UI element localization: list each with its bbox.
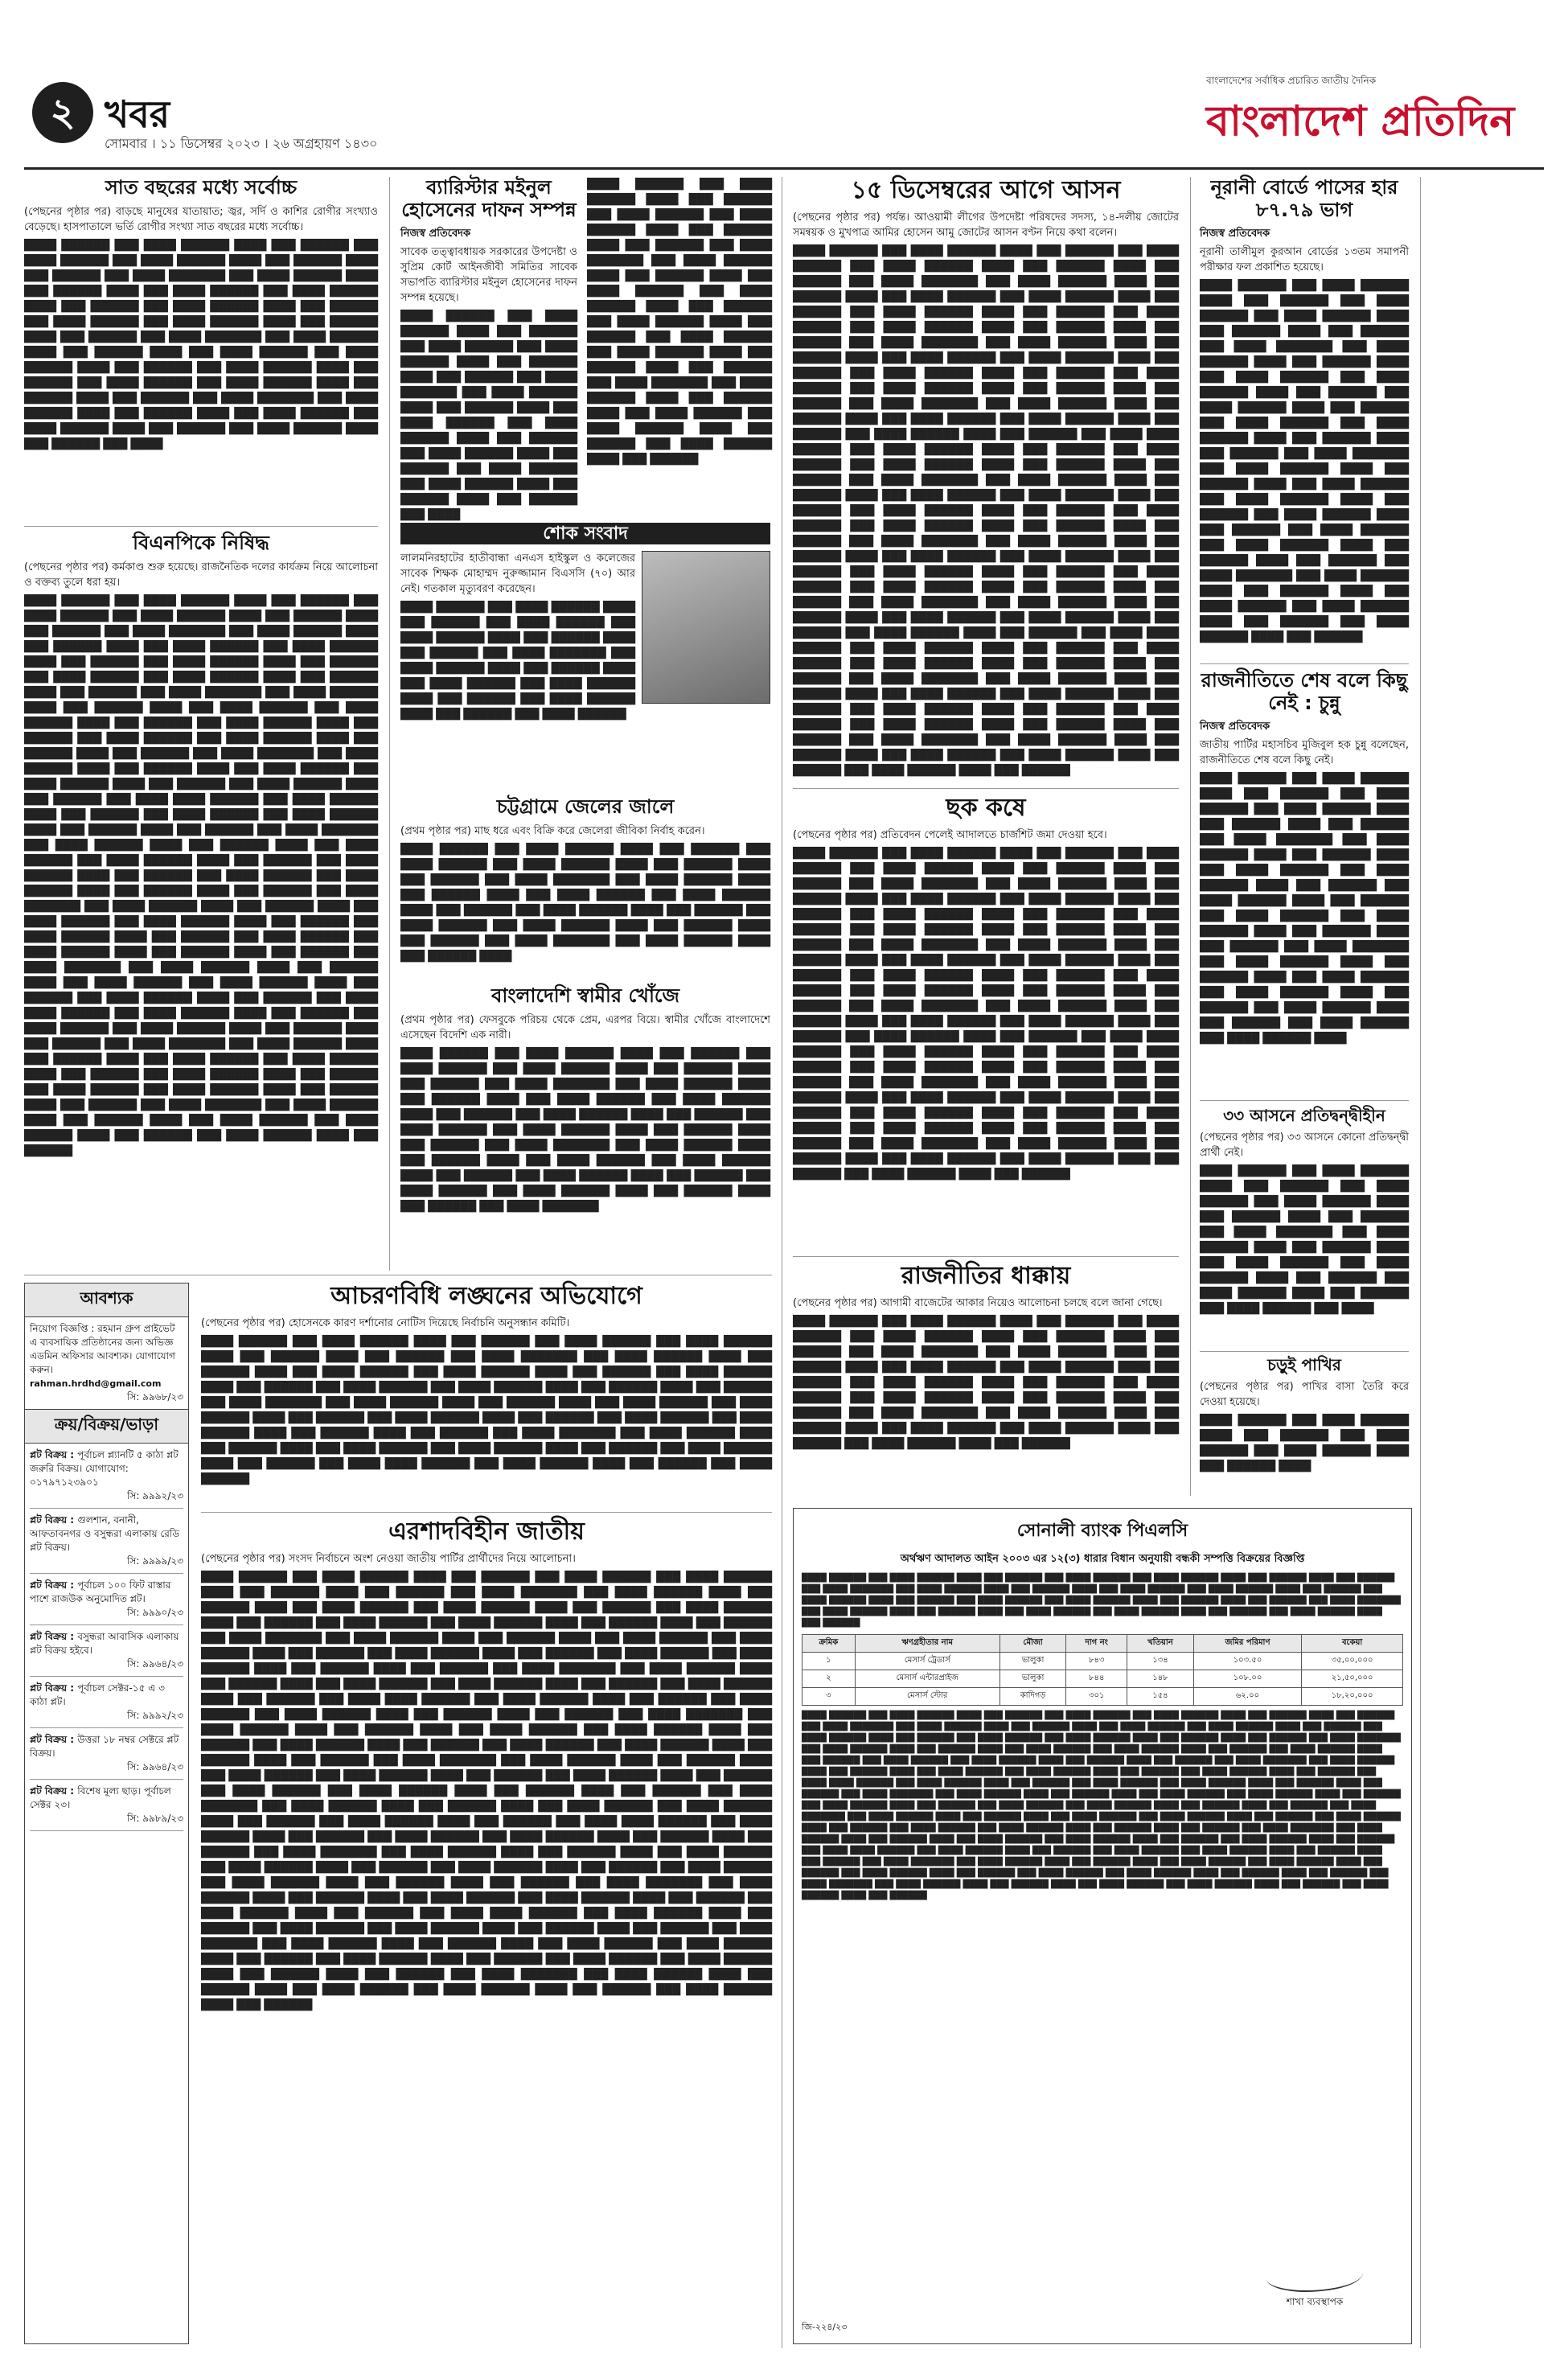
byline: নিজস্ব প্রতিবেদক [400, 228, 471, 240]
classified-ref: সি: ৯৯৮৯/২৩ [126, 1813, 183, 1824]
classified-title: প্লট বিক্রয় : [30, 1682, 78, 1694]
obituary [400, 523, 770, 788]
table-header-cell: মৌজা [999, 1635, 1066, 1653]
article-husband-search [400, 985, 770, 1271]
body-text: ████ ██████ ███ ████ ██████ ████ ███ ██████ ███ ████ ██████ ███ ████ ██████ ████ ███ ██████ ████ ███ ██████ ███ ████ ███████ ███ ████ ██████ ████ ███ ██████ ████ ███ ████ ██████ ███ ████ ██████ ████ ███ ██████ ███ ████ ██████ ████ ███ ██████ ███ ████ ██████ ███ ████ ██████ ████ ███ ██████ ████ ███ ██████ ███ ████ ███████ ███ ████ ██████ ████ ███ ██████ ████ ███ ████ ██████ ███ ████ ██████ ████ ███ ██████ ███ ████ ██████ ████ ███ ██████ ███ ████ ██████ ███ ████ ██████ ████ ███ ██████ ████ ███ ██████ ███ ████ ███████ ███ ████ ██████ ████ ███ ██████ ████ ███ ████ ██████ ███ ████ ██████ ████ ███ ██████ ███ ████ ██████ ████ ███ ██████ ███ ████ ████ ██████ ███ ████ ██████ ████ ███ ██████ ███ ████ ██████ ███ ████ ██████ ████ ███ ██████ ████ ███ ██████ ███ ████ ███████ ███ ████ ██████ ████ ███ ██████ ████ ███ ████ ██████ ███ ████ ██████ ████ ███ ██████ ███ ████ ██████ ████ ███ ██████ ███ ████ ██████ ███ ████ ██████ ████ ███ ██████ ████ ███ ██████ ███ ████ ███████ ███ ████ ██████ ████ ███ ██████ ████ ███ ████ ██████ ███ ████ ██████ ████ ███ ██████ ███ ████ ██████ ████ ███ ██████ ███ ████ ██████ ███ ████ ██████ ████ ███ ██████ ████ ███ ██████ ███ ████ ███████ ███ ████ ██████ ████ ███ ██████ ████ ███ ████ ██████ ███ ████ ██████ ████ ███ ██████ ███ ████ ██████ ████ ███ ██████ ███ ████ ████ ██████ ███ ████ ██████ ████ ███ ██████ ███ ████ ██████ ███ ████ ██████ ████ ███ ██████ ████ ███ ██████ ███ ████ ███████ ███ ████ ██████ ████ ███ ██████ ████ ███ ████ ██████ ███ ████ ██████ ████ ███ ██████ ███ ████ ██████ ████ ███ ██████ ███ ████ ██████ ███ ████ ██████ ████ ███ ██████ ████ ███ ██████ ███ ████ ███████ ███ ████ ██████ ████ ███ ██████ ████ ███ ████ ██████ ███ ████ ██████ ████ ███ ██████ ███ ████ ██████ ████ ███ ██████ ███ ████ ████ ██████ ███ ████ ██████ ████ ███ ██████ ███ ████ ██████ ███ ████ ██████ ████ ███ ██████ ████ ███ ██████ ███ ████ ███████ ███ ████ ██████ ████ ███ ██████ ████ ███ ████ ██████ ███ ████ ██████ ████ ███ ██████ ███ ████ ██████ ████ ███ ██████ ███ ████ ██████ ███ ████ ██████ ████ ███ ██████ ████ ███ ██████ ███ ████ ███████ ███ ████ ██████ ████ ███ ██████ ████ ███ ████ ██████ ███ ████ ██████ ████ ███ ██████ ███ ████ ██████ ████ ███ ██████ [201, 1571, 772, 2011]
table-row [802, 1653, 1403, 1670]
bank-name: সোনালী ব্যাংক পিএলসি [1016, 1521, 1188, 1541]
table-cell: ৮৪৪ [1066, 1670, 1127, 1688]
section-title: খবর [105, 92, 170, 136]
article-conduct-breach [201, 1283, 772, 1508]
body-text: ████ ██████ ███ ████ ██████ ████ ███ ██████ ███ ████ ██████ ███ ████ ██████ ████ ███ ██████ ████ ███ ██████ ███ ████ ███████ ███ ████ ██████ ████ ███ ██████ ████ ███ ████ ██████ ███ ████ ██████ ████ ███ ██████ ███ ████ ██████ ████ ███ ██████ ███ ████ ██████ ███ ████ ██████ ████ ███ ██████ ████ ███ ██████ ███ ████ ███████ ███ ████ ██████ ████ ███ ██████ ████ ███ ████ ██████ ███ ████ ██████ ████ ███ ██████ ███ ████ ██████ ████ ███ ██████ [793, 1315, 1179, 1450]
recruit-heading: আবশ্যক [25, 1284, 188, 1317]
table-cell: ১০৮.০০ [1193, 1670, 1302, 1688]
classified-text: পূর্বাচল প্ল্যানটি ৫ কাঠা প্লট জরুরি বিক্রয়। যোগাযোগ: ০১৭৯৭১২৩৯০১ [30, 1449, 179, 1488]
headline: বাংলাদেশি স্বামীর খোঁজে [491, 984, 680, 1007]
classified-item [30, 1509, 183, 1574]
table-header-cell: ঋণগ্রহীতার নাম [855, 1635, 999, 1653]
article-seven-years [24, 177, 378, 523]
lead-paragraph: (পেছনের পৃষ্ঠার পর) পর্যন্ত। আওয়ামী লীগের উপদেষ্টা পরিষদের সদস্য, ১৪-দলীয় জোটের সমন্বয়ক ও মুখপাত্র আমির হোসেন আমু জোটের আসন বণ্টন নিয়ে কথা বলেন। [793, 211, 1179, 239]
headline: ছক কষে [946, 794, 1026, 822]
classified-item [30, 1780, 183, 1831]
classified-item [30, 1625, 183, 1677]
lead-paragraph: (পেছনের পৃষ্ঠার পর) আগামী বাজেটের আকার নিয়েও আলোচনা চলছে বলে জানা গেছে। [793, 1296, 1163, 1309]
classified-title: প্লট বিক্রয় : [30, 1631, 78, 1642]
lead-paragraph: জাতীয় পার্টির মহাসচিব মুজিবুল হক চুন্নু বলেছেন, রাজনীতিতে শেষ বলে কিছু নেই। [1200, 739, 1409, 767]
classifieds-box [24, 1283, 189, 2344]
body-text: ████ ██████ ███ ████ ██████ ████ ███ ██████ ███ ████ ██████ ███ ████ ██████ ████ ███ ██████ ████ ███ ██████ ███ ████ ███████ ███ ████ ██████ ████ ███ ██████ ████ ███ ████ ██████ ███ ████ ██████ ████ ███ ██████ ███ ████ ██████ ████ ███ ██████ ███ ████ ██████ [400, 602, 635, 721]
classified-item [30, 1728, 183, 1780]
masthead-rule [24, 167, 1544, 170]
bank-signature [1266, 2257, 1363, 2311]
body-text: ████ ██████ ███ ████ ██████ ████ ███ ██████ ███ ████ ██████ ███ ████ ██████ ████ ███ ██████ ████ ███ ██████ ███ ████ ███████ ███ ████ ██████ ████ ███ ██████ ████ ███ ████ ██████ ███ ████ ██████ ████ ███ ██████ ███ ████ ██████ ████ ███ ██████ ███ ████ ██████ ███ ████ ██████ ████ ███ ██████ ████ ███ ██████ ███ ████ ███████ ███ ████ ██████ ████ ███ ██████ ████ ███ ████ ██████ ███ ████ ██████ ████ ███ ██████ ███ ████ ██████ ████ ███ ██████ ███ ████ ██████ ███ ████ ██████ ████ ███ ██████ ████ ███ ██████ ███ ████ ███████ ███ ████ ██████ ████ ███ ██████ ████ ███ ████ ██████ ███ ████ ██████ ████ ███ ██████ ███ ████ ██████ ████ ███ ██████ ███ ████ ████ ██████ ███ ████ ██████ ████ ███ ██████ ███ ████ ██████ [201, 1335, 772, 1485]
lead-paragraph: (পেছনের পৃষ্ঠার পর) পাখির বাসা তৈরি করে দেওয়া হয়েছে। [1200, 1381, 1409, 1408]
classified-text: উত্তরা ১৮ নম্বর সেক্টরে প্লট বিক্রয়। [30, 1734, 179, 1759]
article-chorui-pakhi [1200, 1356, 1409, 1501]
body-text: ████ ██████ ███ ████ ██████ ████ ███ ██████ ███ ████ ██████ ███ ████ ██████ ████ ███ ██████ ████ [1200, 1415, 1409, 1472]
classified-title: প্লট বিক্রয় : [30, 1449, 78, 1460]
table-cell: ৬২.০০ [1193, 1688, 1302, 1706]
newspaper-page [24, 24, 1544, 2356]
article-bnp-ban [24, 532, 378, 1256]
headline: নূরানী বোর্ডে পাসের হার ৮৭.৭৯ ভাগ [1210, 176, 1398, 221]
classified-list [25, 1444, 188, 1831]
table-cell: মেসার্স ট্রেডার্স [855, 1653, 999, 1670]
table-cell: মেসার্স এন্টারপ্রাইজ [855, 1670, 999, 1688]
lead-paragraph: (পেছনের পৃষ্ঠার পর) হোসেনকে কারণ দর্শানোর নোটিস দিয়েছে নির্বাচনি অনুসন্ধান কমিটি। [201, 1316, 570, 1329]
column-rule [1420, 177, 1421, 2348]
table-cell: ভালুকা [999, 1670, 1066, 1688]
article-chunnu [1200, 670, 1409, 1096]
table-cell: ২১,৫০,০০০ [1302, 1670, 1403, 1688]
classified-item [30, 1444, 183, 1509]
classified-item [30, 1574, 183, 1625]
table-cell: ১০৩.৫০ [1193, 1653, 1302, 1670]
table-cell: ২ [802, 1670, 856, 1688]
table-cell: ১৮,২০,০০০ [1302, 1688, 1403, 1706]
article-politics-bump [793, 1263, 1179, 1496]
classified-ref: সি: ৯৯৯৯/২৩ [126, 1555, 183, 1567]
table-cell: মেসার্স স্টোর [855, 1688, 999, 1706]
headline: রাজনীতির ধাক্কায় [901, 1262, 1071, 1290]
property-table [802, 1634, 1403, 1706]
divider [1200, 663, 1409, 664]
lead-paragraph: (প্রথম পৃষ্ঠার পর) মাছ ধরে এবং বিক্রি করে জেলেরা জীবিকা নির্বাহ করেন। [400, 824, 705, 837]
body-text: ████ ██████ ███ ████ ██████ ████ ███ ██████ ███ ████ ██████ ███ ████ ██████ ████ ███ ██████ ████ ███ ██████ ███ ████ ███████ ███ ████ ██████ ████ ███ ██████ ████ ███ ████ ██████ ███ ████ ██████ ████ ███ ██████ ███ ████ ██████ ████ ███ ██████ ███ ████ ██████ ███ ████ ██████ ████ ███ ██████ ████ ███ ██████ ███ ████ ███████ ███ ████ ██████ ████ ███ ██████ ████ ███ ████ ██████ ███ ████ ██████ ████ ███ ██████ ███ ████ ██████ ████ ███ ██████ ███ ████ ██████ ███ ████ ██████ ████ ███ ██████ ████ ███ ██████ ███ ████ ███████ ███ ████ ██████ ████ ███ ██████ ████ ███ ████ ██████ ███ ████ ██████ ████ ███ ██████ ███ ████ ██████ ████ ███ ██████ [1200, 280, 1409, 644]
sale-heading: ক্রয়/বিক্রয়/ভাড়া [25, 1409, 188, 1444]
table-row [802, 1688, 1403, 1706]
headline: আচরণবিধি লঙ্ঘনের অভিযোগে [330, 1282, 642, 1310]
table-header-cell: বকেয়া [1302, 1635, 1403, 1653]
article-contenders [1200, 1107, 1409, 1348]
table-cell: কাদিগড় [999, 1688, 1066, 1706]
body-text: ████ ██████ ███ ████ ██████ ████ ███ ██████ ███ ████ ██████ ███ ████ ██████ ████ ███ ██████ ████ ███ ██████ ███ ████ ███████ ███ ████ ██████ ████ ███ ██████ ████ ███ ████ ██████ ███ ████ ██████ ████ ███ ██████ ███ ████ ██████ ████ ███ ██████ ███ ████ ██████ ███ ████ ██████ ████ ███ ██████ ████ ███ ██████ ███ ████ ███████ ███ ████ ██████ ████ ███ ██████ ████ ███ ████ ██████ ███ ████ ██████ ████ ███ ██████ ███ ████ ██████ ████ ███ ██████ ███ ████ ██████ ███ ████ ██████ ████ ███ ██████ ████ ███ ██████ ███ ████ ███████ [400, 1047, 770, 1213]
classified-ref: সি: ৯৯৬৪/২৩ [126, 1658, 183, 1670]
notice-intro: অর্থঋণ আদালত আইন ২০০৩ এর ১২(৩) ধারার বিধান অনুযায়ী বন্ধকী সম্পত্তি বিক্রয়ের বিজ্ঞপ্তি [900, 1553, 1305, 1565]
divider [793, 1256, 1179, 1257]
article-ershad-jatiya [201, 1518, 772, 2347]
classified-ref: সি: ৯৯৯২/২৩ [126, 1710, 183, 1721]
classified-text: পূর্বাচল ১০০ ফিট রাস্তার পাশে রাজউক অনুমোদিত প্লট। [30, 1579, 171, 1604]
paper-logo [1206, 74, 1520, 162]
article-barrister [400, 176, 577, 522]
table-cell: ৩ [802, 1688, 856, 1706]
lead-paragraph: (পেছনের পৃষ্ঠার পর) প্রতিবেদন পেলেই আদালতে চার্জশিট জমা দেওয়া হবে। [793, 828, 1107, 841]
table-cell: ১৩৪ [1127, 1653, 1194, 1670]
classified-text: পূর্বাচল সেক্টর-১৫ এ ৩ কাঠা প্লট। [30, 1682, 165, 1707]
column-rule [389, 177, 390, 1271]
bank-ref: জি-২২৪/২৩ [802, 2322, 848, 2332]
divider [201, 1512, 772, 1513]
headline: চড়ুই পাখির [1267, 1355, 1341, 1374]
divider [1200, 1100, 1409, 1101]
table-header-cell: দাগ নং [1066, 1635, 1127, 1653]
table-header-cell: জমির পরিমাণ [1193, 1635, 1302, 1653]
classified-ref: সি: ৯৯৬৪/২৩ [126, 1761, 183, 1772]
classified-title: প্লট বিক্রয় : [30, 1514, 78, 1526]
article-barrister-cont [587, 177, 772, 515]
classified-ref: সি: ৯৯৯০/২৩ [126, 1607, 183, 1618]
lead-paragraph: নূরানী তালীমুল কুরআন বোর্ডের ১৩তম সমাপনী পরীক্ষার ফল প্রকাশিত হয়েছে। [1200, 246, 1409, 274]
headline: সাত বছরের মধ্যে সর্বোচ্চ [105, 176, 298, 199]
body-text: ████ ██████ ███ ████ ██████ ████ ███ ██████ ███ ████ ██████ ███ ████ ██████ ████ ███ ██████ ████ ███ ██████ ███ ████ ███████ ███ ████ ██████ ████ ███ ██████ ████ ███ ████ ██████ ███ ████ ██████ ████ ███ ██████ ███ ████ ██████ ████ ███ ██████ ███ ████ ██████ ███ ████ ██████ ████ ███ ██████ ████ ███ ██████ ███ ████ [400, 310, 577, 522]
headline: রাজনীতিতে শেষ বলে কিছু নেই : চুন্নু [1201, 669, 1408, 714]
article-nurani-board [1200, 177, 1409, 659]
bank-notice [793, 1508, 1412, 2344]
recruit-ad [25, 1317, 188, 1409]
article-fisherman [400, 796, 770, 981]
dateline: সোমবার । ১১ ডিসেম্বর ২০২৩ । ২৬ অগ্রহায়ণ ১৪৩০ [105, 136, 378, 151]
divider [793, 788, 1179, 789]
classified-ref: সি: ৯৯৯২/২৩ [126, 1490, 183, 1501]
body-text: ████ ██████ ███ ████ ██████ ████ ███ ██████ ███ ████ ██████ ███ ████ ██████ ████ ███ ██████ ████ ███ ██████ ███ ████ ███████ ███ ████ ██████ ████ ███ ██████ ████ ███ ████ ██████ ███ ████ ██████ ████ ███ ██████ ███ ████ ██████ ████ ███ ██████ ███ ████ ██████ ███ ████ ██████ ████ ███ ██████ ████ ███ ██████ ███ ████ ███████ ███ ████ ██████ ████ ███ ██████ ████ ███ ████ ██████ ███ ████ ██████ ████ ███ ██████ ███ ████ ██████ ████ ███ ██████ ███ ████ ██████ ███ ████ ██████ ████ ███ ██████ ████ ███ ██████ ███ ████ ███████ ███ ████ ██████ ████ ███ ██████ ████ ███ ████ ██████ ███ ████ ██████ ████ ███ ██████ ███ ████ ██████ ████ ███ ██████ ███ ████ [24, 239, 378, 450]
body-text: ████ ██████ ███ ████ ██████ ████ ███ ██████ ███ ████ ██████ ███ ████ ██████ ████ ███ ██████ ████ ███ ██████ ███ ████ ███████ ███ ████ ██████ ████ ███ ██████ ████ ███ ████ ██████ ███ ████ ██████ ████ ███ ██████ ███ ████ ██████ ████ ███ ██████ ███ ████ ██████ ███ ████ ██████ ████ ███ ██████ ████ ███ ██████ ███ ████ ███████ ███ ████ ██████ ████ ███ ██████ ████ ███ ████ ██████ ███ ████ ██████ ████ ███ ██████ ███ ████ ██████ ████ ███ ██████ ███ ████ ██████ ███ ████ ██████ ████ ███ ██████ ████ ███ ██████ ███ ████ ███████ ███ ████ ██████ ████ ███ ██████ ████ ███ ████ ██████ ███ ████ ██████ ████ ███ ██████ ███ ████ ██████ ████ ███ ██████ ███ ████ ████ ██████ ███ ████ ██████ ████ ███ ██████ ███ ████ ██████ ███ ████ ██████ ████ ███ ██████ ████ ███ ██████ ███ ████ ███████ ███ ████ ██████ ████ ███ ██████ ████ ███ ████ ██████ ███ ████ ██████ ████ ███ ██████ ███ ████ ██████ ████ ███ ██████ ███ ████ ██████ ███ ████ ██████ ████ ███ ██████ ████ ███ ██████ ███ ████ ███████ ███ ████ ██████ ████ ███ ██████ ████ ███ ████ ██████ ███ ████ ██████ ████ ███ ██████ ███ ████ ██████ ████ ███ ██████ [793, 847, 1179, 1181]
classified-text: বসুন্ধরা আবাসিক এলাকায় প্লট বিক্রয় হইবে। [30, 1631, 179, 1656]
obituary-photo [642, 551, 770, 704]
table-cell: ১৫৪ [1127, 1688, 1194, 1706]
headline: বিএনপিকে নিষিদ্ধ [133, 532, 269, 554]
byline: নিজস্ব প্রতিবেদক [1200, 721, 1270, 733]
table-cell: ৩৫,০০,০০০ [1302, 1653, 1403, 1670]
headline: ১৫ ডিসেম্বরের আগে আসন [851, 176, 1121, 204]
table-header-row [802, 1635, 1403, 1653]
article-dec15-seats [793, 177, 1179, 784]
notice-body: ████ ██████ ███ ████ ██████ ████ ███ ██████ ███ ████ ██████ ███ ████ ██████ ████ ███ ██████ ████ ███ ██████ ███ ████ ███████ ███ ████ ██████ ████ ███ ██████ ████ ███ ████ ██████ ███ ████ ██████ ████ ███ ██████ ███ ████ ██████ ████ ███ ██████ ███ ████ ██████ ███ ████ ██████ ████ ███ ██████ ████ ███ ██████ ███ ████ ███████ ███ ████ ██████ ████ ███ ██████ ████ ███ ████ ██████ ███ ████ ██████ ████ ███ ██████ ███ ████ ██████ ████ ███ ██████ [802, 1574, 1401, 1628]
classified-text: গুলশান, বনানী, আফতাবনগর ও বসুন্ধরা এলাকায় রেডি প্লট বিক্রয়। [30, 1514, 180, 1553]
divider [24, 526, 378, 527]
notice-terms: ████ ██████ ███ ████ ██████ ████ ███ ██████ ███ ████ ██████ ███ ████ ██████ ████ ███ ██████ ████ ███ ██████ ███ ████ ███████ ███ ████ ██████ ████ ███ ██████ ████ ███ ████ ██████ ███ ████ ██████ ████ ███ ██████ ███ ████ ██████ ████ ███ ██████ ███ ████ ██████ ███ ████ ██████ ████ ███ ██████ ████ ███ ██████ ███ ████ ███████ ███ ████ ██████ ████ ███ ██████ ████ ███ ████ ██████ ███ ████ ██████ ████ ███ ██████ ███ ████ ██████ ████ ███ ██████ ███ ████ ██████ ███ ████ ██████ ████ ███ ██████ ████ ███ ██████ ███ ████ ███████ ███ ████ ██████ ████ ███ ██████ ████ ███ ████ ██████ ███ ████ ██████ ████ ███ ██████ ███ ████ ██████ ████ ███ ██████ ███ ████ ████ ██████ ███ ████ ██████ ████ ███ ██████ ███ ████ ██████ ███ ████ ██████ ████ ███ ██████ ████ ███ ██████ ███ ████ ███████ ███ ████ ██████ ████ ███ ██████ ████ ███ ████ ██████ ███ ████ ██████ ████ ███ ██████ ███ ████ ██████ ████ ███ ██████ ███ ████ ██████ ███ ████ ██████ ████ ███ ██████ ████ ███ ██████ ███ ████ ███████ ███ ████ ██████ ████ ███ ██████ ████ ███ ████ ██████ ███ ████ ██████ ████ ███ ██████ ███ ████ ██████ ████ ███ ██████ ███ ████ ██████ ███ ████ ██████ ████ ███ ██████ ████ ███ ██████ ███ ████ ███████ ███ ████ ██████ ████ ███ ██████ ████ ███ ████ ██████ ███ ████ ██████ ████ ███ ██████ ███ ████ ██████ ████ ███ ██████ ███ ████ ████ ██████ ███ ████ ██████ ████ ███ ██████ ███ ████ ██████ ███ ████ ██████ ████ ███ ██████ ████ ███ ██████ ███ ████ ███████ ███ ████ ██████ ████ ███ ██████ ████ ███ ████ ██████ ███ ████ ██████ ████ ███ ██████ ███ ████ ██████ ████ ███ ██████ ███ ████ ██████ ███ ████ ██████ ████ ███ ██████ ████ ███ ██████ ███ ████ ███████ ███ ████ ██████ ████ ███ ██████ ████ ███ ████ ██████ ███ ████ ██████ ████ ███ ██████ ███ ████ ██████ ████ ███ ██████ [802, 1711, 1401, 1900]
headline: চট্টগ্রামে জেলের জালে [496, 795, 675, 818]
lead-paragraph: (প্রথম পৃষ্ঠার পর) ফেসবুকে পরিচয় থেকে প্রেম, এরপর বিয়ে। স্বামীর খোঁজে বাংলাদেশে এসেছেন বিদেশি এক নারী। [400, 1013, 770, 1041]
lead-paragraph: (পেছনের পৃষ্ঠার পর) ৩৩ আসনে কোনো প্রতিদ্বন্দ্বী প্রার্থী নেই। [1200, 1132, 1409, 1159]
classified-title: প্লট বিক্রয় : [30, 1785, 78, 1797]
table-cell: ৩০১ [1066, 1688, 1127, 1706]
headline: ব্যারিস্টার মইনুল হোসেনের দাফন সম্পন্ন [401, 176, 577, 221]
recruit-text: নিয়োগ বিজ্ঞপ্তি : রহমান গ্রুপ প্রাইভেট এ ব্যবসায়িক প্রতিষ্ঠানের জন্য অভিজ্ঞ এডমিন অফিসার আবশ্যক। যোগাযোগ করুন। [30, 1323, 175, 1375]
column-rule [1190, 177, 1191, 1496]
masthead [24, 24, 1544, 151]
headline: এরশাদবিহীন জাতীয় [388, 1518, 585, 1546]
lead-paragraph: (পেছনের পৃষ্ঠার পর) বাড়ছে মানুষের যাতায়াত; জ্বর, সর্দি ও কাশির রোগীর সংখ্যাও বেড়েছে। হাসপাতালে ভর্তি রোগীর সংখ্যা সাত বছরের মধ্যে সর্বোচ্চ। [24, 205, 378, 233]
signatory: শাখা ব্যবস্থাপক [1286, 2296, 1344, 2307]
paper-tagline: বাংলাদেশের সর্বাধিক প্রচারিত জাতীয় দৈনিক [1206, 75, 1377, 86]
table-cell: ৮৪৩ [1066, 1653, 1127, 1670]
classified-title: প্লট বিক্রয় : [30, 1579, 78, 1591]
page-number: ২ [32, 82, 93, 143]
table-cell: ১৪৮ [1127, 1670, 1194, 1688]
classified-item [30, 1677, 183, 1728]
lead-paragraph: লালমনিরহাটের হাতীবান্ধা এনএস হাইস্কুল ও কলেজের সাবেক শিক্ষক মোহাম্মদ নুরুজ্জামান বিএসসি (৭০) আর নেই। গতকাল মৃত্যুবরণ করেছেন। [400, 552, 635, 595]
byline: নিজস্ব প্রতিবেদক [1200, 228, 1270, 240]
obituary-heading: শোক সংবাদ [400, 523, 770, 544]
headline: ৩৩ আসনে প্রতিদ্বন্দ্বীহীন [1223, 1106, 1385, 1125]
article-chhok-koshe [793, 795, 1179, 1253]
body-text: ████ ██████ ███ ████ ██████ ████ ███ ██████ ███ ████ ██████ ███ ████ ██████ ████ ███ ██████ ████ ███ ██████ ███ ████ ███████ ███ ████ ██████ ████ ███ ██████ ████ ███ ████ ██████ ███ ████ ██████ ████ ███ ██████ ███ ████ ██████ ████ ███ ██████ ███ ████ ██████ ███ ████ [1200, 1165, 1409, 1315]
body-text: ████ ██████ ███ ████ ██████ ████ ███ ██████ ███ ████ ██████ ███ ████ ██████ ████ ███ ██████ ████ ███ ██████ ███ ████ ███████ ███ ████ ██████ ████ ███ ██████ ████ ███ ████ ██████ ███ ████ ██████ ████ ███ ██████ ███ ████ ██████ ████ ███ ██████ ███ ████ ██████ ███ ████ ██████ ████ ███ ██████ ████ ███ ██████ ███ ████ ███████ ███ ████ ██████ ████ ███ ██████ ████ [400, 843, 770, 963]
body-text: ████ ██████ ███ ████ ██████ ████ ███ ██████ ███ ████ ██████ ███ ████ ██████ ████ ███ ██████ ████ ███ ██████ ███ ████ ███████ ███ ████ ██████ ████ ███ ██████ ████ ███ ████ ██████ ███ ████ ██████ ████ ███ ██████ ███ ████ ██████ ████ ███ ██████ ███ ████ ██████ ███ ████ ██████ ████ ███ ██████ ████ ███ ██████ ███ ████ ███████ ███ ████ ██████ ████ ███ ██████ ████ ███ ████ ██████ ███ ████ ██████ ████ ███ ██████ ███ ████ ██████ ████ ███ ██████ ███ ████ ██████ ███ ████ ██████ ████ [1200, 773, 1409, 1045]
classified-text: বিশেষ মূল্য ছাড়। পূর্বাচল সেক্টর ২৩। [30, 1785, 171, 1810]
table-body [802, 1653, 1403, 1706]
table-cell: ভালুকা [999, 1653, 1066, 1670]
lead-paragraph: (পেছনের পৃষ্ঠার পর) সংসদ নির্বাচনে অংশ নেওয়া জাতীয় পার্টির প্রার্থীদের নিয়ে আলোচনা। [201, 1552, 576, 1565]
lead-paragraph: সাবেক তত্ত্বাবধায়ক সরকারের উপদেষ্টা ও সুপ্রিম কোর্ট আইনজীবী সমিতির সাবেক সভাপতি ব্যারিস্টার মইনুল হোসেনের দাফন সম্পন্ন হয়েছে। [400, 246, 577, 305]
recruit-email: rahman.hrdhd@gmail.com [30, 1378, 162, 1389]
body-text: ████ ██████ ███ ████ ██████ ████ ███ ██████ ███ ████ ██████ ███ ████ ██████ ████ ███ ██████ ████ ███ ██████ ███ ████ ███████ ███ ████ ██████ ████ ███ ██████ ████ ███ ████ ██████ ███ ████ ██████ ████ ███ ██████ ███ ████ ██████ ████ ███ ██████ ███ ████ ██████ ███ ████ ██████ ████ ███ ██████ ████ ███ ██████ ███ ████ ███████ ███ ████ ██████ ████ ███ ██████ ████ ███ ████ ██████ ███ ████ ██████ ████ ███ ██████ ███ ████ ██████ ████ ███ ██████ ███ ████ ██████ ███ ████ ██████ ████ ███ ██████ ████ ███ ██████ ███ ████ ███████ ███ ████ ██████ ████ ███ ██████ ████ ███ ████ ██████ ███ ████ ██████ ████ ███ ██████ ███ ████ ██████ ████ ███ ██████ ███ ████ ████ ██████ ███ ████ ██████ ████ ███ ██████ ███ ████ ██████ ███ ████ ██████ ████ ███ ██████ ████ ███ ██████ ███ ████ ███████ ███ ████ ██████ ████ ███ ██████ ████ ███ ████ ██████ ███ ████ ██████ ████ ███ ██████ ███ ████ ██████ ████ ███ ██████ ███ ████ ██████ ███ ████ ██████ ████ ███ ██████ ████ ███ ██████ ███ ████ ███████ ███ ████ ██████ ████ ███ ██████ ████ ███ ████ ██████ ███ ████ ██████ ████ ███ ██████ ███ ████ ██████ ████ ███ ██████ ███ ████ ██████ ███ ████ ██████ ████ ███ ██████ ████ ███ ██████ ███ ████ ███████ ███ ████ ██████ ████ ███ ██████ ████ ███ ████ ██████ ███ ████ ██████ ████ ███ ██████ ███ ████ ██████ ████ ███ ██████ ███ ████ ████ ██████ ███ ████ ██████ ████ ███ ██████ ███ ████ ██████ ███ ████ ██████ ████ ███ ██████ ████ ███ ██████ ███ ████ ███████ ███ ████ ██████ ████ ███ ██████ ████ ███ ████ ██████ ███ ████ ██████ ████ ███ ██████ ███ ████ ██████ ████ ███ ██████ ███ ████ ██████ ███ ████ ██████ ████ ███ ██████ ████ ███ ██████ ███ ████ ███████ ███ ████ ██████ ████ ███ ██████ ████ ███ ████ ██████ ███ ████ ██████ ████ ███ ██████ ███ ████ ██████ ████ ███ ██████ [24, 594, 378, 1157]
divider [1200, 1351, 1409, 1352]
lead-paragraph: (পেছনের পৃষ্ঠার পর) কর্মকাণ্ড শুরু হয়েছে। রাজনৈতিক দলের কার্যক্রম নিয়ে আলোচনা ও বক্তব্য তুলে ধরা হয়। [24, 561, 378, 589]
table-header-cell: ক্রমিক [802, 1635, 856, 1653]
classified-title: প্লট বিক্রয় : [30, 1734, 78, 1745]
body-text: ████ ██████ ███ ████ ██████ ████ ███ ██████ ███ ████ ██████ ███ ████ ██████ ████ ███ ██████ ████ ███ ██████ ███ ████ ███████ ███ ████ ██████ ████ ███ ██████ ████ ███ ████ ██████ ███ ████ ██████ ████ ███ ██████ ███ ████ ██████ ████ ███ ██████ ███ ████ ██████ ███ ████ ██████ ████ ███ ██████ ████ ███ ██████ ███ ████ ███████ ███ ████ ██████ ████ ███ ██████ ████ ███ ████ ██████ ███ ████ ██████ ████ ███ ██████ ███ ████ ██████ ████ ███ ██████ ███ ████ ██████ ███ ████ ██████ ████ ███ ██████ ████ ███ ██████ ███ ████ ███████ ███ ████ ██████ ████ ███ ██████ ████ ███ ████ ██████ ███ ████ ██████ ████ ███ ██████ ███ ████ ██████ ████ ███ ██████ ███ ████ ████ ██████ ███ ████ ██████ ████ ███ ██████ ███ ████ ██████ ███ ████ ██████ ████ ███ ██████ ████ ███ ██████ ███ ████ ███████ ███ ████ ██████ ████ ███ ██████ ████ ███ ████ ██████ ███ ████ ██████ ████ ███ ██████ ███ ████ ██████ ████ ███ ██████ ███ ████ ██████ ███ ████ ██████ ████ ███ ██████ ████ ███ ██████ ███ ████ ███████ ███ ████ ██████ ████ ███ ██████ ████ ███ ████ ██████ ███ ████ ██████ ████ ███ ██████ ███ ████ ██████ ████ ███ ██████ ███ ████ ██████ ███ ████ ██████ ████ ███ ██████ ████ ███ ██████ ███ ████ ███████ ███ ████ ██████ ████ ███ ██████ ████ ███ ████ ██████ ███ ████ ██████ ████ ███ ██████ ███ ████ ██████ ████ ███ ██████ ███ ████ ████ ██████ ███ ████ ██████ ████ ███ ██████ ███ ████ ██████ ███ ████ ██████ ████ ███ ██████ ████ ███ ██████ ███ ████ ███████ ███ ████ ██████ ████ ███ ██████ ████ ███ ████ ██████ ███ ████ ██████ ████ ███ ██████ ███ ████ ██████ ████ ███ ██████ ███ ████ ██████ ███ ████ ██████ ████ ███ ██████ ████ ███ ██████ ███ ████ ███████ ███ ████ ██████ ████ ███ ██████ ████ ███ ████ ██████ ███ ████ ██████ ████ ███ ██████ ███ ████ ██████ ████ ███ ██████ [793, 244, 1179, 777]
table-row [802, 1670, 1403, 1688]
table-cell: ১ [802, 1653, 856, 1670]
table-header-cell: খতিয়ান [1127, 1635, 1194, 1653]
signature-mark [1266, 2260, 1363, 2292]
paper-name: বাংলাদেশ প্রতিদিন [1206, 97, 1515, 146]
recruit-ref: সি: ৯৯৬৮/২৩ [126, 1391, 183, 1403]
body-text: ████ ██████ ███ ████ ██████ ████ ███ ██████ ███ ████ ██████ ███ ████ ██████ ████ ███ ██████ ████ ███ ██████ ███ ████ ███████ ███ ████ ██████ ████ ███ ██████ ████ ███ ████ ██████ ███ ████ ██████ ████ ███ ██████ ███ ████ ██████ ████ ███ ██████ ███ ████ ██████ ███ ████ ██████ ████ ███ ██████ ████ ███ ██████ ███ ████ ███████ ███ ████ ██████ ████ ███ ██████ ████ ███ ████ ██████ ███ ████ ██████ ████ ███ ██████ ███ ████ ██████ ████ ███ ██████ [587, 179, 772, 466]
